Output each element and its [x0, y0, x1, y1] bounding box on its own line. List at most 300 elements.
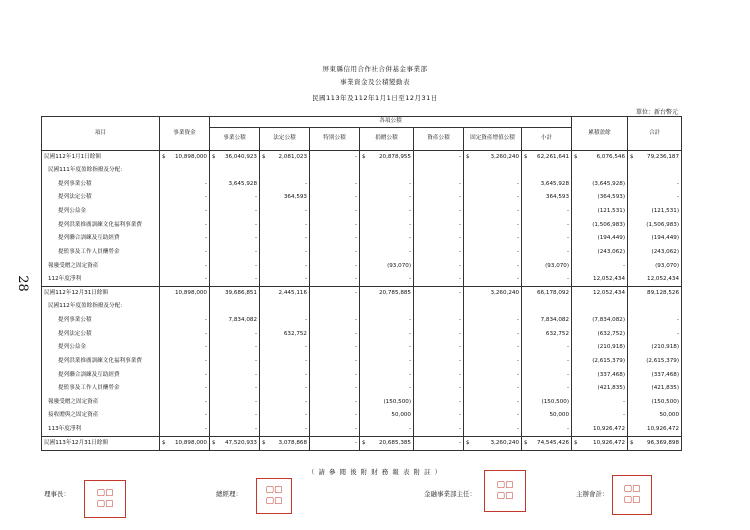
cell-value: -	[408, 275, 411, 282]
row-value	[522, 409, 572, 423]
cell-value: -	[408, 208, 411, 215]
row-value	[464, 178, 522, 192]
row-value	[572, 423, 628, 437]
row-value	[464, 232, 522, 246]
row-value	[160, 409, 210, 423]
row-label: 民國112年1月1日餘額	[42, 151, 160, 165]
row-value	[260, 328, 310, 342]
cell-value: 3,645,928	[228, 180, 257, 187]
cell-value: -	[458, 290, 461, 297]
row-value	[628, 191, 682, 205]
row-value	[628, 246, 682, 260]
cell-value: -	[516, 262, 519, 269]
table-body	[42, 151, 682, 451]
row-value	[572, 273, 628, 287]
row-value	[310, 232, 360, 246]
row-value	[310, 300, 360, 314]
cell-value: -	[354, 262, 357, 269]
cell-value: -	[458, 153, 461, 160]
row-value	[628, 409, 682, 423]
cell-value: 3,260,240	[490, 153, 519, 160]
table-row	[42, 409, 682, 423]
manager-seal: ▢▢ ▢▢	[256, 478, 292, 514]
row-value	[360, 382, 414, 396]
row-value	[522, 191, 572, 205]
row-value	[210, 260, 260, 274]
cell-value: 6,076,546	[596, 153, 626, 160]
header-asset: 資產公積	[414, 128, 464, 151]
table-row	[42, 328, 682, 342]
row-label: 提列事業公積	[42, 314, 160, 328]
cell-value: (210,918)	[651, 344, 680, 351]
cell-value: -	[677, 180, 680, 187]
row-value	[210, 151, 260, 165]
cell-value: (421,835)	[597, 385, 626, 392]
currency-sign: $	[212, 153, 216, 160]
cell-value: -	[204, 425, 207, 432]
row-label: 民國112年12月31日餘額	[42, 287, 160, 301]
cell-value: -	[458, 248, 461, 255]
cell-value: -	[516, 194, 519, 201]
cell-value: 74,545,426	[537, 439, 570, 446]
cell-value: -	[458, 371, 461, 378]
header-business: 事業公積	[210, 128, 260, 151]
row-value	[360, 246, 414, 260]
row-value	[260, 314, 310, 328]
cell-value: -	[254, 357, 257, 364]
row-value	[414, 260, 464, 274]
row-label: 提監事及工作人員酬勞金	[42, 246, 160, 260]
cell-value: -	[304, 275, 307, 282]
row-value	[522, 273, 572, 287]
row-value	[628, 151, 682, 165]
row-value	[260, 423, 310, 437]
row-value	[628, 178, 682, 192]
row-value	[522, 396, 572, 410]
row-value	[414, 382, 464, 396]
row-value	[522, 369, 572, 383]
currency-sign: $	[212, 439, 216, 446]
row-value	[572, 232, 628, 246]
row-value	[464, 382, 522, 396]
cell-value: -	[516, 385, 519, 392]
row-value	[310, 396, 360, 410]
cell-value: -	[458, 330, 461, 337]
cell-value: -	[354, 248, 357, 255]
cell-value: -	[516, 248, 519, 255]
row-value	[210, 246, 260, 260]
cell-value: -	[304, 357, 307, 364]
row-value	[414, 300, 464, 314]
table-row	[42, 300, 682, 314]
chairman-seal: ▢▢ ▢▢	[84, 480, 126, 518]
row-value	[414, 396, 464, 410]
cell-value: -	[408, 330, 411, 337]
table-row	[42, 151, 682, 165]
table-row	[42, 314, 682, 328]
cell-value: -	[304, 344, 307, 351]
row-value	[210, 437, 260, 451]
row-value	[414, 178, 464, 192]
cell-value: -	[516, 344, 519, 351]
row-value	[160, 205, 210, 219]
cell-value: 20,785,885	[378, 290, 411, 297]
row-value	[310, 423, 360, 437]
currency-sign: $	[466, 153, 470, 160]
row-value	[464, 423, 522, 437]
row-value	[210, 409, 260, 423]
cell-value: (121,531)	[597, 208, 626, 215]
header-item: 項目	[42, 117, 160, 151]
row-value	[522, 164, 572, 178]
cell-value: -	[204, 248, 207, 255]
row-value	[160, 191, 210, 205]
row-value	[572, 382, 628, 396]
row-value	[260, 260, 310, 274]
cell-value: (210,918)	[597, 344, 626, 351]
row-value	[628, 219, 682, 233]
cell-value: -	[458, 262, 461, 269]
row-value	[310, 178, 360, 192]
cell-value: 50,000	[549, 412, 570, 419]
table-row	[42, 232, 682, 246]
row-value	[572, 246, 628, 260]
row-value	[360, 191, 414, 205]
cell-value: -	[567, 385, 570, 392]
row-value	[260, 219, 310, 233]
row-value	[572, 287, 628, 301]
cell-value: -	[354, 357, 357, 364]
cell-value: (7,834,082)	[592, 317, 626, 324]
row-value	[210, 314, 260, 328]
cell-value: -	[408, 371, 411, 378]
cell-value: -	[254, 262, 257, 269]
cell-value: (93,070)	[387, 262, 411, 269]
row-value	[160, 369, 210, 383]
cell-value: 10,926,472	[647, 425, 680, 432]
row-value	[572, 355, 628, 369]
row-value	[522, 341, 572, 355]
row-value	[572, 300, 628, 314]
header-revaluation: 固定資產增值公積	[464, 128, 522, 151]
currency-sign: $	[162, 153, 166, 160]
row-value	[522, 328, 572, 342]
row-value	[464, 369, 522, 383]
cell-value: -	[354, 275, 357, 282]
currency-sign: $	[362, 153, 366, 160]
cell-value: 7,834,082	[540, 317, 570, 324]
row-value	[310, 382, 360, 396]
cell-value: (121,531)	[651, 208, 680, 215]
cell-value: (421,835)	[651, 385, 680, 392]
row-value	[260, 369, 310, 383]
table-row	[42, 219, 682, 233]
cell-value: 2,445,116	[278, 290, 307, 297]
cell-value: -	[204, 221, 207, 228]
cell-value: 632,752	[545, 330, 570, 337]
org-name: 屏東縣信用合作社合併基金事業部	[322, 65, 428, 73]
row-label: 提列公益金	[42, 205, 160, 219]
row-value	[628, 355, 682, 369]
row-value	[414, 191, 464, 205]
cell-value: 10,898,000	[174, 439, 207, 446]
cell-value: -	[254, 208, 257, 215]
cell-value: -	[354, 153, 357, 160]
cell-value: -	[354, 317, 357, 324]
row-label: 民國111年度盈餘指撥及分配：	[42, 164, 160, 178]
row-value	[522, 205, 572, 219]
cell-value: -	[204, 235, 207, 242]
cell-value: 10,898,000	[174, 290, 207, 297]
cell-value: -	[254, 385, 257, 392]
cell-value: -	[677, 330, 680, 337]
cell-value: -	[516, 221, 519, 228]
row-label: 提列法定公積	[42, 191, 160, 205]
statement-title: 事業資金及公積變動表	[340, 78, 410, 86]
row-value	[260, 396, 310, 410]
row-value	[310, 205, 360, 219]
row-value	[260, 164, 310, 178]
row-value	[464, 219, 522, 233]
row-label: 民國112年度盈餘指撥及分配：	[42, 300, 160, 314]
cell-value: 66,178,092	[537, 290, 570, 297]
row-value	[628, 423, 682, 437]
cell-value: -	[677, 194, 680, 201]
manager-label: 總經理：	[216, 490, 242, 498]
cell-value: -	[254, 221, 257, 228]
cell-value: -	[458, 221, 461, 228]
currency-unit: 單位：新台幣元	[635, 109, 678, 116]
currency-sign: $	[262, 439, 266, 446]
cell-value: -	[204, 317, 207, 324]
row-value	[360, 151, 414, 165]
row-value	[260, 178, 310, 192]
row-value	[160, 178, 210, 192]
cell-value: -	[354, 290, 357, 297]
cell-value: -	[567, 248, 570, 255]
cell-value: -	[516, 208, 519, 215]
row-value	[210, 205, 260, 219]
row-label: 提列聯合訓練及互助經費	[42, 232, 160, 246]
table-row	[42, 396, 682, 410]
row-value	[414, 369, 464, 383]
row-value	[210, 164, 260, 178]
row-value	[360, 355, 414, 369]
cell-value: -	[304, 221, 307, 228]
row-value	[160, 151, 210, 165]
row-value	[260, 437, 310, 451]
row-value	[210, 287, 260, 301]
cell-value: -	[458, 357, 461, 364]
row-value	[310, 341, 360, 355]
row-value	[160, 246, 210, 260]
table-row	[42, 205, 682, 219]
cell-value: -	[304, 208, 307, 215]
row-value	[572, 409, 628, 423]
row-value	[310, 369, 360, 383]
cell-value: -	[408, 235, 411, 242]
currency-sign: $	[524, 439, 528, 446]
cell-value: -	[354, 412, 357, 419]
cell-value: -	[254, 275, 257, 282]
row-value	[414, 437, 464, 451]
cell-value: -	[304, 412, 307, 419]
row-value	[464, 246, 522, 260]
row-value	[464, 409, 522, 423]
cell-value: 62,261,641	[537, 153, 570, 160]
row-value	[310, 328, 360, 342]
row-value	[260, 246, 310, 260]
row-value	[160, 314, 210, 328]
chairman-label: 理事長：	[44, 490, 70, 498]
row-value	[572, 260, 628, 274]
cell-value: 10,926,472	[593, 439, 626, 446]
cell-value: -	[304, 262, 307, 269]
row-value	[572, 178, 628, 192]
cell-value: 12,052,434	[593, 275, 626, 282]
cell-value: -	[567, 208, 570, 215]
cell-value: 12,052,434	[593, 290, 626, 297]
cell-value: (337,468)	[597, 371, 626, 378]
cell-value: -	[458, 398, 461, 405]
cell-value: 20,878,955	[378, 153, 411, 160]
row-value	[522, 260, 572, 274]
footnote-reference: （ 請 參 閱 後 附 財 務 報 表 附 註 ）	[307, 468, 443, 476]
row-value	[360, 219, 414, 233]
table-row	[42, 382, 682, 396]
cell-value: -	[254, 330, 257, 337]
cell-value: -	[408, 385, 411, 392]
header-reserves: 各項公積	[210, 117, 572, 128]
row-value	[464, 164, 522, 178]
row-value	[260, 341, 310, 355]
cell-value: -	[304, 398, 307, 405]
row-value	[210, 341, 260, 355]
row-value	[160, 273, 210, 287]
header-special: 特別公積	[310, 128, 360, 151]
table-row	[42, 287, 682, 301]
row-value	[572, 191, 628, 205]
cell-value: 79,236,187	[647, 153, 680, 160]
cell-value: 36,040,923	[224, 153, 257, 160]
row-value	[464, 260, 522, 274]
currency-sign: $	[574, 439, 578, 446]
row-value	[210, 396, 260, 410]
row-value	[210, 273, 260, 287]
row-value	[572, 341, 628, 355]
row-value	[160, 300, 210, 314]
cell-value: -	[354, 398, 357, 405]
header-accumulated: 累積盈餘	[572, 117, 628, 151]
row-value	[360, 273, 414, 287]
cell-value: -	[516, 398, 519, 405]
row-value	[260, 382, 310, 396]
row-label: 113年度淨利	[42, 423, 160, 437]
cell-value: -	[354, 385, 357, 392]
row-value	[160, 232, 210, 246]
cell-value: 47,520,933	[224, 439, 257, 446]
page-number: 28	[14, 275, 30, 292]
cell-value: 10,898,000	[174, 153, 207, 160]
row-value	[414, 355, 464, 369]
table-row	[42, 355, 682, 369]
row-label: 提列聯合訓練及互助經費	[42, 369, 160, 383]
cell-value: 364,593	[283, 194, 307, 201]
cell-value: -	[408, 425, 411, 432]
cell-value: -	[408, 357, 411, 364]
cell-value: -	[458, 344, 461, 351]
row-value	[414, 246, 464, 260]
cell-value: -	[254, 398, 257, 405]
cell-value: -	[516, 425, 519, 432]
cell-value: -	[204, 180, 207, 187]
cell-value: -	[254, 344, 257, 351]
cell-value: -	[408, 317, 411, 324]
row-label: 民國113年12月31日餘額	[42, 437, 160, 451]
cell-value: (194,449)	[651, 235, 680, 242]
row-value	[464, 287, 522, 301]
row-value	[360, 328, 414, 342]
cell-value: -	[677, 317, 680, 324]
cell-value: -	[204, 398, 207, 405]
cell-value: -	[458, 235, 461, 242]
cell-value: -	[458, 425, 461, 432]
row-value	[628, 341, 682, 355]
row-value	[522, 232, 572, 246]
row-value	[360, 205, 414, 219]
cell-value: -	[567, 425, 570, 432]
cell-value: -	[304, 248, 307, 255]
row-value	[310, 314, 360, 328]
row-value	[210, 232, 260, 246]
cell-value: 20,685,385	[378, 439, 411, 446]
cell-value: -	[354, 425, 357, 432]
row-value	[464, 355, 522, 369]
cell-value: -	[204, 412, 207, 419]
row-value	[628, 382, 682, 396]
cell-value: (632,752)	[597, 330, 626, 337]
cell-value: (243,062)	[597, 248, 626, 255]
cell-value: 12,052,434	[647, 275, 680, 282]
row-value	[310, 287, 360, 301]
row-value	[522, 219, 572, 233]
row-value	[464, 341, 522, 355]
row-label: 報廢受贈之固定資產	[42, 260, 160, 274]
row-value	[414, 328, 464, 342]
row-value	[572, 164, 628, 178]
cell-value: -	[408, 180, 411, 187]
header-capital: 事業資金	[160, 117, 210, 151]
row-value	[572, 205, 628, 219]
row-value	[414, 273, 464, 287]
row-value	[210, 382, 260, 396]
row-label: 提列洪業推廣訓練文化福利事業費	[42, 219, 160, 233]
cell-value: (1,506,983)	[592, 221, 626, 228]
cell-value: (337,468)	[651, 371, 680, 378]
cell-value: (93,070)	[545, 262, 570, 269]
cell-value: (93,070)	[655, 262, 680, 269]
row-value	[360, 409, 414, 423]
row-value	[414, 232, 464, 246]
cell-value: (150,500)	[651, 398, 680, 405]
row-value	[160, 164, 210, 178]
row-label: 報廢受贈之固定資產	[42, 396, 160, 410]
cell-value: -	[204, 262, 207, 269]
cell-value: -	[516, 235, 519, 242]
row-value	[628, 314, 682, 328]
cell-value: 10,926,472	[593, 425, 626, 432]
row-value	[260, 355, 310, 369]
